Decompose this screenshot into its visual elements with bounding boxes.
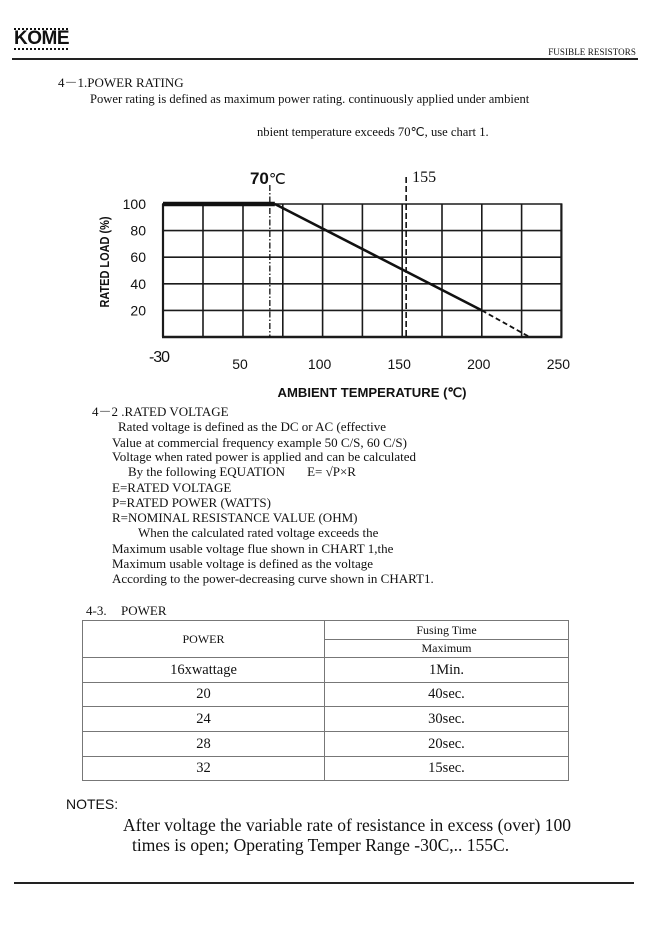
x-tick-label: 250 [546, 356, 571, 372]
section-4-2-text: E=RATED VOLTAGE [112, 480, 232, 495]
fusing-time-table [82, 620, 569, 781]
table-row [83, 658, 569, 683]
document-title: FUSIBLE RESISTORS [548, 47, 636, 57]
column-header-power: POWER [83, 621, 325, 658]
y-tick-label: 20 [130, 302, 146, 319]
section-4-2-text: Maximum usable voltage is defined as the voltage [112, 556, 374, 571]
section-4-1-text: Power rating is defined as maximum power rating. continuously applied under ambient [90, 92, 530, 106]
reference-label-70: 70℃ [249, 169, 286, 188]
footer-rule [14, 882, 634, 884]
y-axis-title: RATED LOAD (%) [97, 199, 112, 308]
x-axis-title: AMBIENT TEMPERATURE (℃) [277, 385, 467, 400]
notes-text: times is open; Operating Temper Range -30C,.. 155C. [132, 835, 510, 855]
cell-fusing-time: 15sec. [325, 757, 569, 781]
notes-text: After voltage the variable rate of resistance in excess (over) 100 [123, 815, 571, 835]
kome-logo: KOME [14, 28, 69, 49]
column-subheader-maximum: Maximum [325, 640, 569, 658]
cell-fusing-time: 40sec. [325, 683, 569, 707]
y-tick-label: 40 [130, 275, 146, 292]
section-4-3-heading-number: 4-3. [86, 603, 107, 618]
section-4-2-text: P=RATED POWER (WATTS) [112, 495, 271, 510]
derating-chart [80, 160, 600, 405]
table-row [83, 707, 569, 732]
section-4-1-text: nbient temperature exceeds 70℃, use chart 1. [257, 125, 489, 139]
section-4-2-text: R=NOMINAL RESISTANCE VALUE (OHM) [112, 510, 358, 525]
cell-power: 28 [83, 732, 325, 757]
y-tick-label: 60 [130, 249, 146, 266]
section-4-2-text: Maximum usable voltage flue shown in CHART 1,the [112, 541, 394, 556]
cell-fusing-time: 30sec. [325, 707, 569, 732]
cell-power: 32 [83, 757, 325, 781]
cell-power: 16xwattage [83, 658, 325, 683]
cell-power: 24 [83, 707, 325, 732]
section-4-2-text: Voltage when rated power is applied and can be calculated [112, 449, 417, 464]
header-rule [12, 58, 638, 60]
table-row [83, 683, 569, 707]
section-4-1-heading: 4－1.POWER RATING [58, 75, 184, 90]
section-4-2-text: Rated voltage is defined as the DC or AC (effective [118, 419, 386, 434]
table-row [83, 757, 569, 781]
y-tick-label: 80 [130, 222, 146, 239]
notes-label: NOTES: [66, 796, 119, 812]
section-4-2-text: According to the power-decreasing curve shown in CHART1. [112, 571, 434, 586]
cell-fusing-time: 20sec. [325, 732, 569, 757]
reference-label-155: 155 [412, 169, 437, 186]
reference-unit: ℃ [268, 171, 286, 188]
x-tick-label: -30 [148, 349, 170, 366]
x-tick-label: 100 [307, 356, 332, 372]
section-4-2-equation-line [128, 464, 356, 480]
section-4-2-text: When the calculated rated voltage exceeds the [138, 525, 379, 540]
cell-fusing-time: 1Min. [325, 658, 569, 683]
section-4-3-heading-text: POWER [121, 603, 167, 618]
equation-intro: By the following EQUATION [128, 464, 286, 479]
x-tick-label: 200 [467, 356, 491, 372]
equation-formula: E= √P×R [307, 464, 356, 479]
table-row [83, 732, 569, 757]
x-tick-label: 150 [387, 356, 411, 372]
y-tick-label: 100 [122, 196, 146, 212]
x-tick-label: 50 [232, 356, 248, 372]
column-header-fusing-time: Fusing Time [325, 621, 569, 640]
section-4-2-text: Value at commercial frequency example 50 C/S, 60 C/S) [112, 435, 407, 450]
cell-power: 20 [83, 683, 325, 707]
section-4-2-heading: 4－2 .RATED VOLTAGE [92, 404, 229, 419]
table-header-row [83, 621, 569, 640]
